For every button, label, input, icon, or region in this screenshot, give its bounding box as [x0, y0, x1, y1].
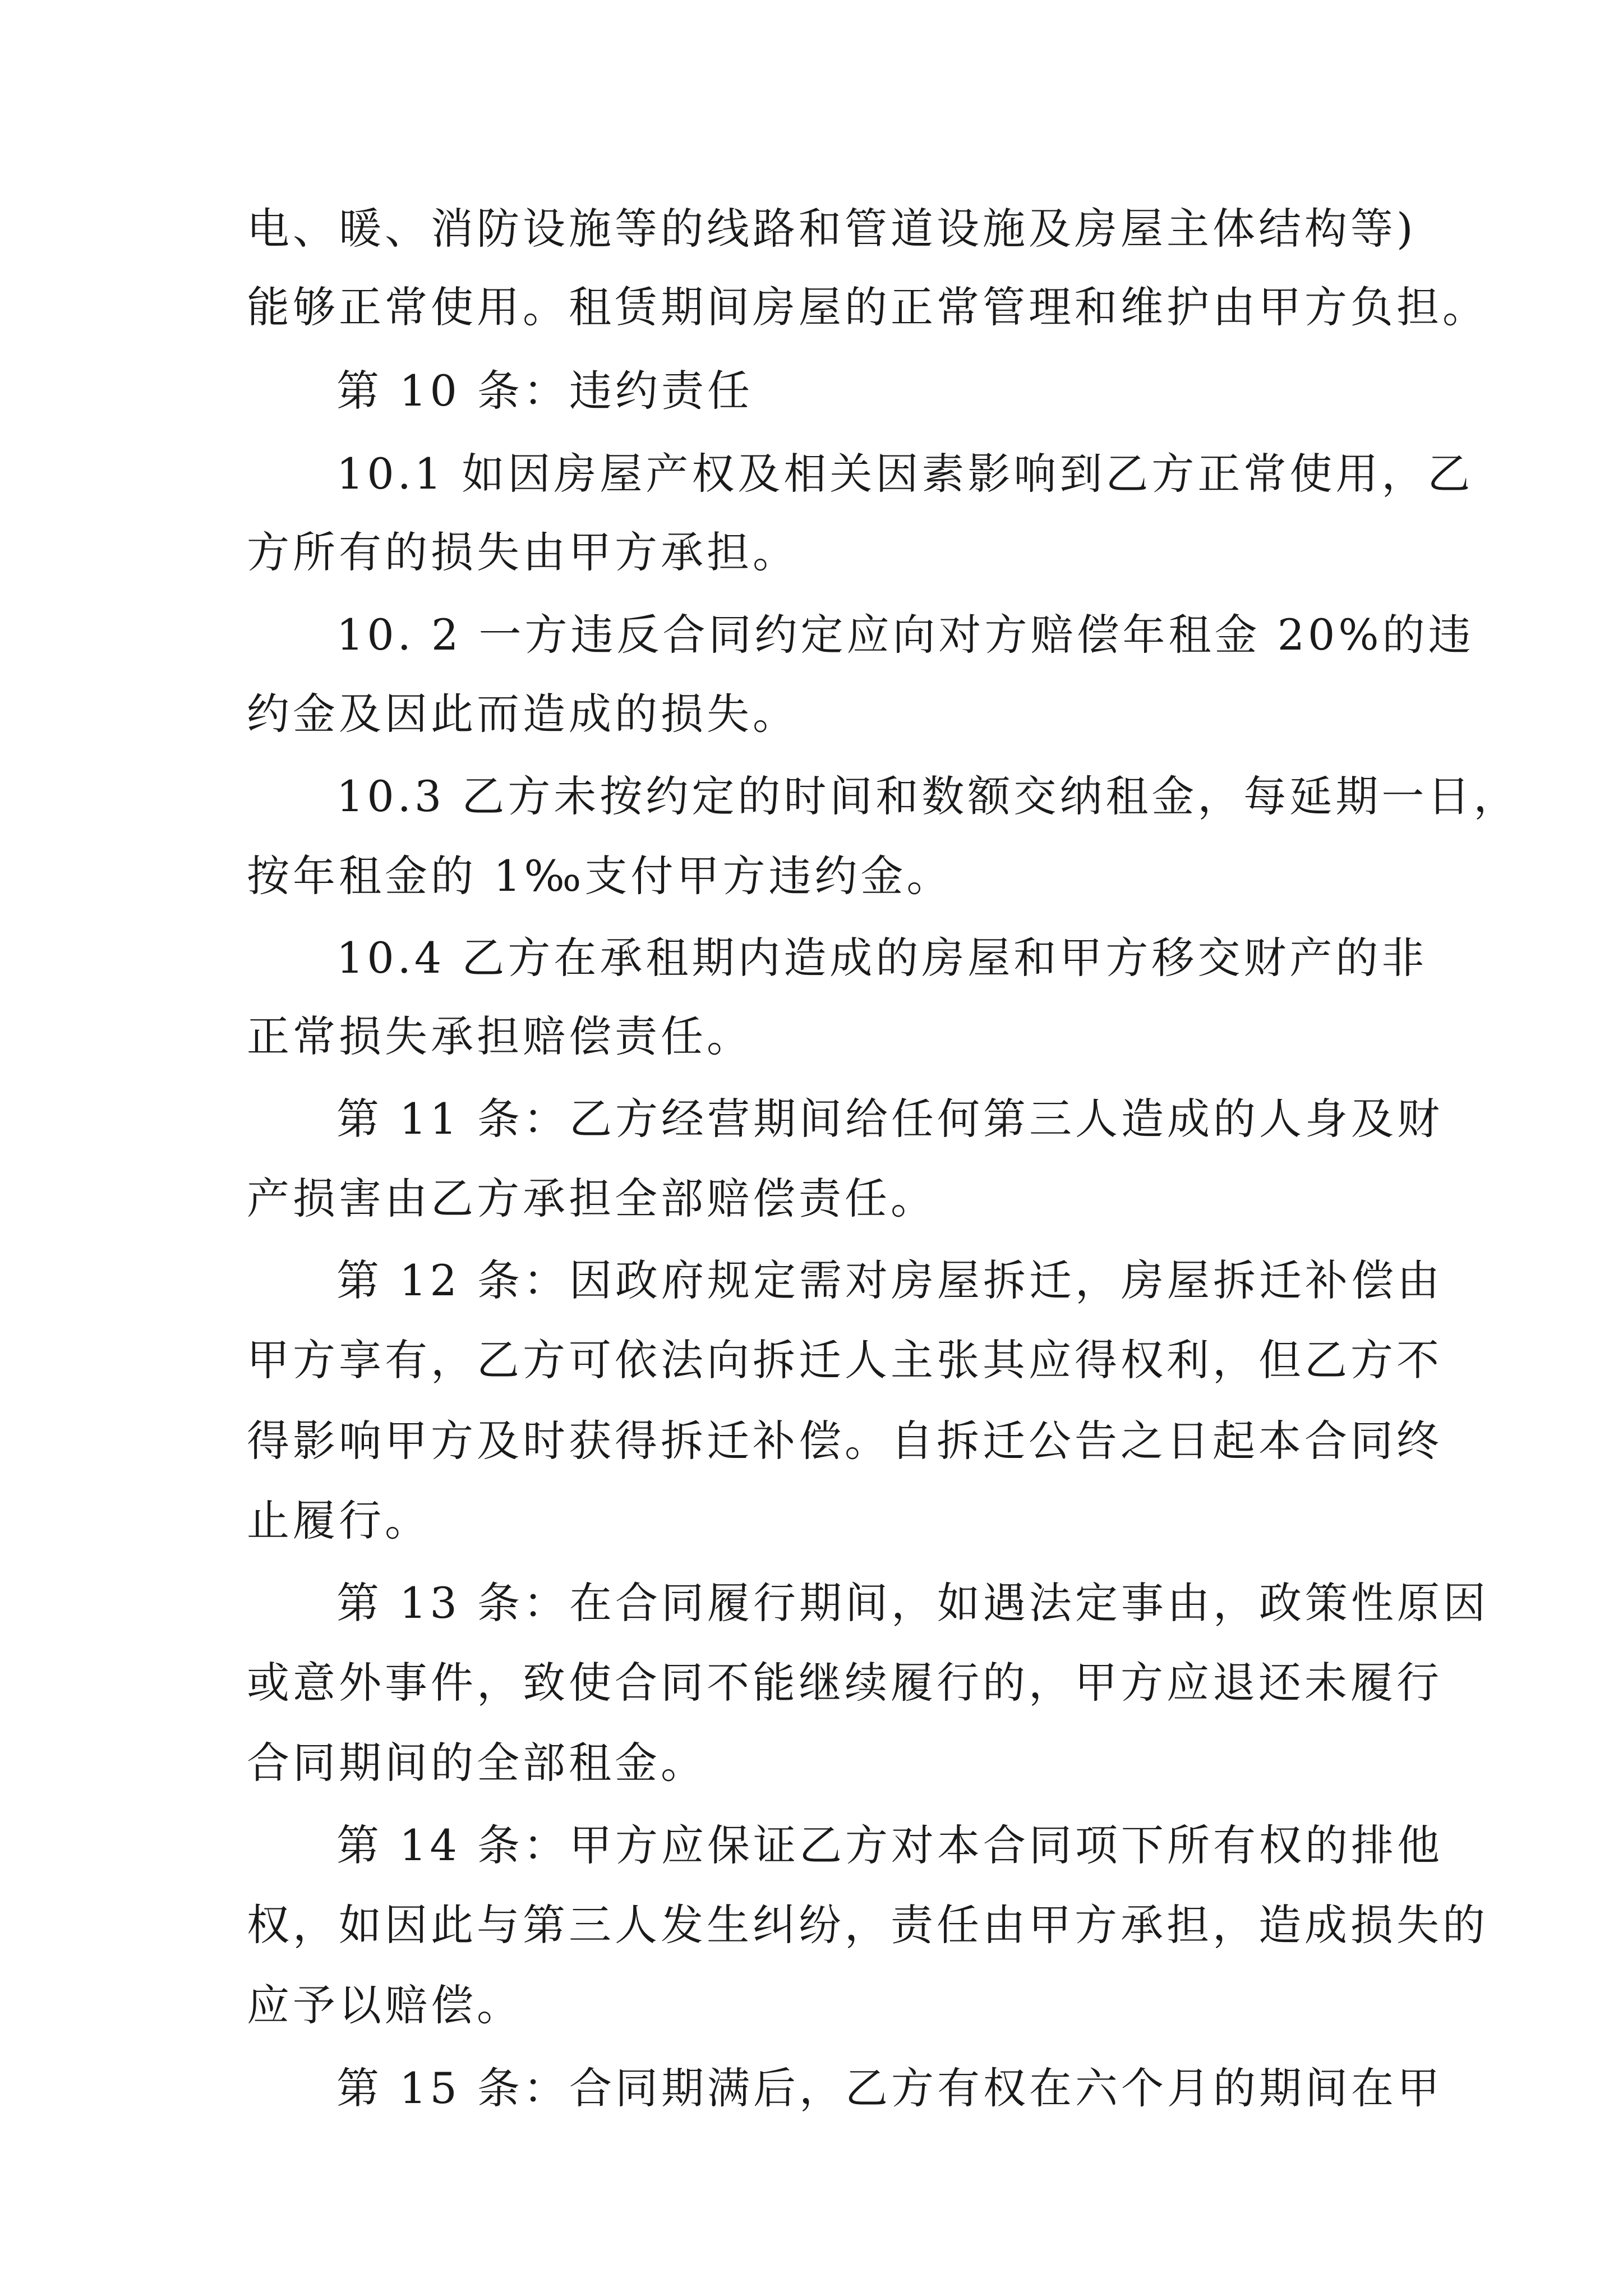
text-line: 合同期间的全部租金。 — [247, 1738, 707, 1788]
article-heading: 第 10 条：违约责任 — [336, 366, 754, 416]
text-line: 能够正常使用。租赁期间房屋的正常管理和维护由甲方负担。 — [247, 282, 1488, 332]
text-line: 得影响甲方及时获得拆迁补偿。自拆迁公告之日起本合同终 — [247, 1416, 1442, 1466]
text-line: 应予以赔偿。 — [247, 1980, 523, 2030]
text-line: 止履行。 — [247, 1496, 431, 1545]
text-line: 第 11 条：乙方经营期间给任何第三人造成的人身及财 — [336, 1094, 1444, 1144]
text-line: 或意外事件，致使合同不能继续履行的，甲方应退还未履行 — [247, 1658, 1442, 1708]
text-line: 方所有的损失由甲方承担。 — [247, 527, 799, 577]
text-line: 按年租金的 1‰支付甲方违约金。 — [247, 851, 953, 901]
text-line: 权，如因此与第三人发生纠纷，责任由甲方承担，造成损失的 — [247, 1900, 1488, 1950]
text-line: 甲方享有，乙方可依法向拆迁人主张其应得权利，但乙方不 — [247, 1335, 1442, 1385]
text-line: 10.4 乙方在承租期内造成的房屋和甲方移交财产的非 — [336, 933, 1428, 983]
text-line: 10. 2 一方违反合同约定应向对方赔偿年租金 20%的违 — [336, 610, 1474, 660]
text-line: 10.1 如因房屋产权及相关因素影响到乙方正常使用，乙 — [336, 449, 1474, 499]
text-line: 第 14 条：甲方应保证乙方对本合同项下所有权的排他 — [336, 1820, 1444, 1870]
text-line: 正常损失承担赔偿责任。 — [247, 1011, 753, 1061]
text-line: 约金及因此而造成的损失。 — [247, 689, 799, 739]
text-line: 电、暖、消防设施等的线路和管道设施及房屋主体结构等) — [247, 204, 1417, 254]
text-line: 第 15 条：合同期满后，乙方有权在六个月的期间在甲 — [336, 2063, 1444, 2113]
text-line: 10.3 乙方未按约定的时间和数额交纳租金，每延期一日， — [336, 771, 1520, 821]
text-line: 第 13 条：在合同履行期间，如遇法定事由，政策性原因 — [336, 1578, 1490, 1628]
text-line: 产损害由乙方承担全部赔偿责任。 — [247, 1174, 937, 1223]
text-line: 第 12 条：因政府规定需对房屋拆迁，房屋拆迁补偿由 — [336, 1255, 1444, 1305]
